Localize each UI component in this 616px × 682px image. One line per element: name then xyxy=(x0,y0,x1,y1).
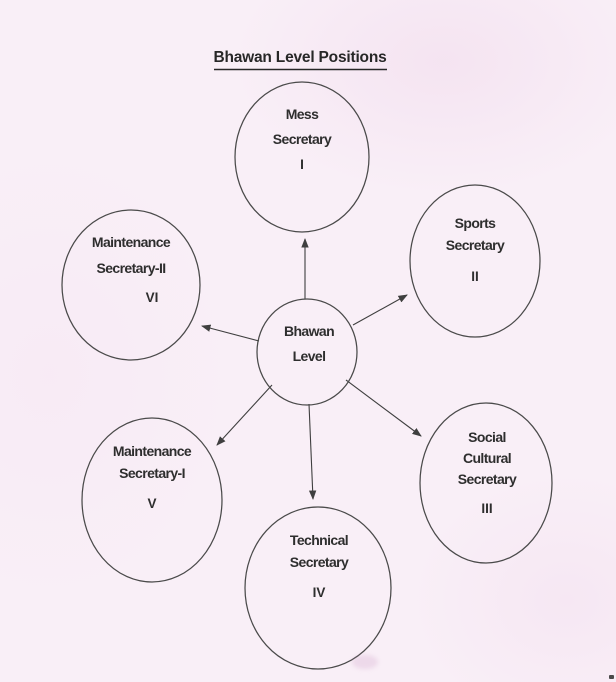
bhawan-level-label-line2: Level xyxy=(292,348,326,364)
node-technical-secretary xyxy=(245,507,391,669)
mess-secretary-label-line2: Secretary xyxy=(272,131,332,147)
maintenance-secretary-1-label-line1: Maintenance xyxy=(112,443,192,459)
social-cultural-secretary-label-line3: Secretary xyxy=(457,471,517,487)
maintenance-secretary-2-numeral: VI xyxy=(145,290,159,305)
bhawan-level-label-line1: Bhawan xyxy=(283,323,335,339)
social-cultural-secretary-label-line2: Cultural xyxy=(462,450,512,466)
arrow-to-technical-secretary xyxy=(309,404,313,499)
technical-secretary-label-line2: Secretary xyxy=(289,554,349,570)
sports-secretary-numeral: II xyxy=(471,269,479,284)
node-mess-secretary xyxy=(235,82,369,232)
scan-smudge xyxy=(352,655,378,669)
mess-secretary-label-line1: Mess xyxy=(285,106,319,122)
ellipse-maintenance-secretary-2 xyxy=(62,210,200,360)
social-cultural-secretary-numeral: III xyxy=(481,501,493,516)
technical-secretary-label-line1: Technical xyxy=(289,532,349,548)
maintenance-secretary-1-numeral: V xyxy=(147,496,157,511)
technical-secretary-numeral: IV xyxy=(312,585,326,600)
arrow-to-maintenance-secretary-2 xyxy=(202,326,259,341)
node-social-cultural-secretary xyxy=(420,403,552,563)
maintenance-secretary-2-label-line1: Maintenance xyxy=(91,234,171,250)
maintenance-secretary-1-label-line2: Secretary-I xyxy=(119,465,185,481)
arrow-to-sports-secretary xyxy=(353,295,407,325)
scan-speck xyxy=(609,675,614,679)
node-maintenance-secretary-1 xyxy=(82,418,222,582)
mess-secretary-numeral: I xyxy=(300,157,304,172)
social-cultural-secretary-label-line1: Social xyxy=(468,429,506,445)
node-maintenance-secretary-2 xyxy=(62,210,200,360)
ellipse-sports-secretary xyxy=(410,185,540,337)
node-sports-secretary xyxy=(410,185,540,337)
arrow-to-social-cultural-secretary xyxy=(346,380,421,436)
arrow-to-maintenance-secretary-1 xyxy=(217,385,272,445)
diagram-title: Bhawan Level Positions xyxy=(213,49,387,66)
maintenance-secretary-2-label-line2: Secretary-II xyxy=(96,260,166,276)
connector-group xyxy=(202,239,421,499)
sports-secretary-label-line2: Secretary xyxy=(445,237,505,253)
node-bhawan-level xyxy=(257,299,357,405)
sports-secretary-label-line1: Sports xyxy=(454,215,496,231)
